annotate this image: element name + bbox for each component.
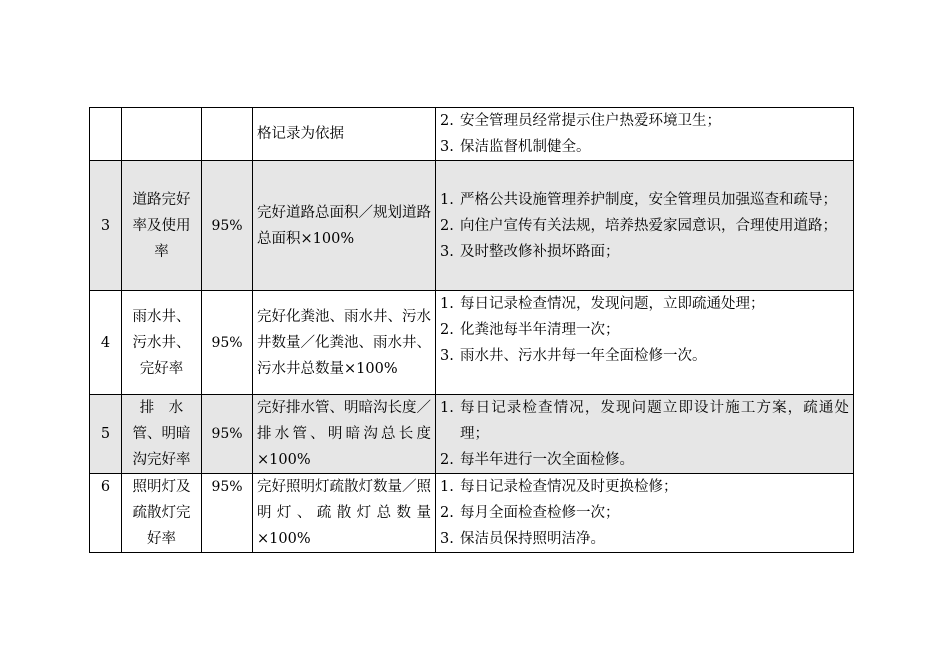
item-name: 照明灯及疏散灯完好率 — [122, 474, 202, 553]
item-name: 道路完好率及使用率 — [122, 161, 202, 291]
item-name: 雨水井、污水井、完好率 — [122, 291, 202, 395]
row-index: 6 — [90, 474, 122, 553]
table-row — [90, 161, 854, 291]
row-index: 5 — [90, 395, 122, 474]
row-index — [90, 108, 122, 161]
measures — [436, 395, 854, 474]
measure-item: 2. 化粪池每半年清理一次； — [440, 322, 620, 338]
measure-item: 1. 每日记录检查情况及时更换检修； — [440, 479, 678, 495]
measure-item: 2. 安全管理员经常提示住户热爱环境卫生； — [440, 113, 721, 129]
measure-item: 2. 向住户宣传有关法规，培养热爱家园意识，合理使用道路； — [440, 217, 837, 234]
measure-item: 2. 每半年进行一次全面检修。 — [440, 452, 634, 468]
measure-item: 3. 及时整改修补损坏路面； — [440, 243, 620, 260]
table-row — [90, 291, 854, 395]
measures — [436, 291, 854, 395]
row-index: 4 — [90, 291, 122, 395]
target-value: 95% — [202, 291, 253, 395]
target-value — [202, 108, 253, 161]
measure-item: 1. 严格公共设施管理养护制度，安全管理员加强巡查和疏导； — [440, 191, 837, 208]
measure-item: 3. 保洁员保持照明洁净。 — [440, 531, 605, 547]
measures — [436, 108, 854, 161]
measure-item: 1. 每日记录检查情况，发现问题，立即疏通处理； — [440, 296, 765, 312]
formula: 格记录为依据 — [253, 108, 436, 161]
measure-item: 1. 每日记录检查情况，发现问题立即设计施工方案，疏通处理； — [440, 400, 849, 442]
measure-item: 3. 雨水井、污水井每一年全面检修一次。 — [440, 348, 707, 364]
formula: 完好道路总面积／规划道路总面积×100% — [253, 161, 436, 291]
target-value: 95% — [202, 474, 253, 553]
measure-item: 2. 每月全面检查检修一次； — [440, 505, 620, 521]
measures — [436, 161, 854, 291]
table-row — [90, 108, 854, 161]
measure-item: 3. 保洁监督机制健全。 — [440, 139, 591, 155]
formula: 完好照明灯疏散灯数量／照明灯、疏散灯总数量×100% — [253, 474, 436, 553]
item-name: 排 水管、明暗沟完好率 — [122, 395, 202, 474]
table-row — [90, 474, 854, 553]
formula: 完好排水管、明暗沟长度／排水管、明暗沟总长度×100% — [253, 395, 436, 474]
measures — [436, 474, 854, 553]
standards-table — [89, 107, 854, 553]
item-name — [122, 108, 202, 161]
row-index: 3 — [90, 161, 122, 291]
target-value: 95% — [202, 161, 253, 291]
formula: 完好化粪池、雨水井、污水井数量／化粪池、雨水井、污水井总数量×100% — [253, 291, 436, 395]
table-row — [90, 395, 854, 474]
target-value: 95% — [202, 395, 253, 474]
